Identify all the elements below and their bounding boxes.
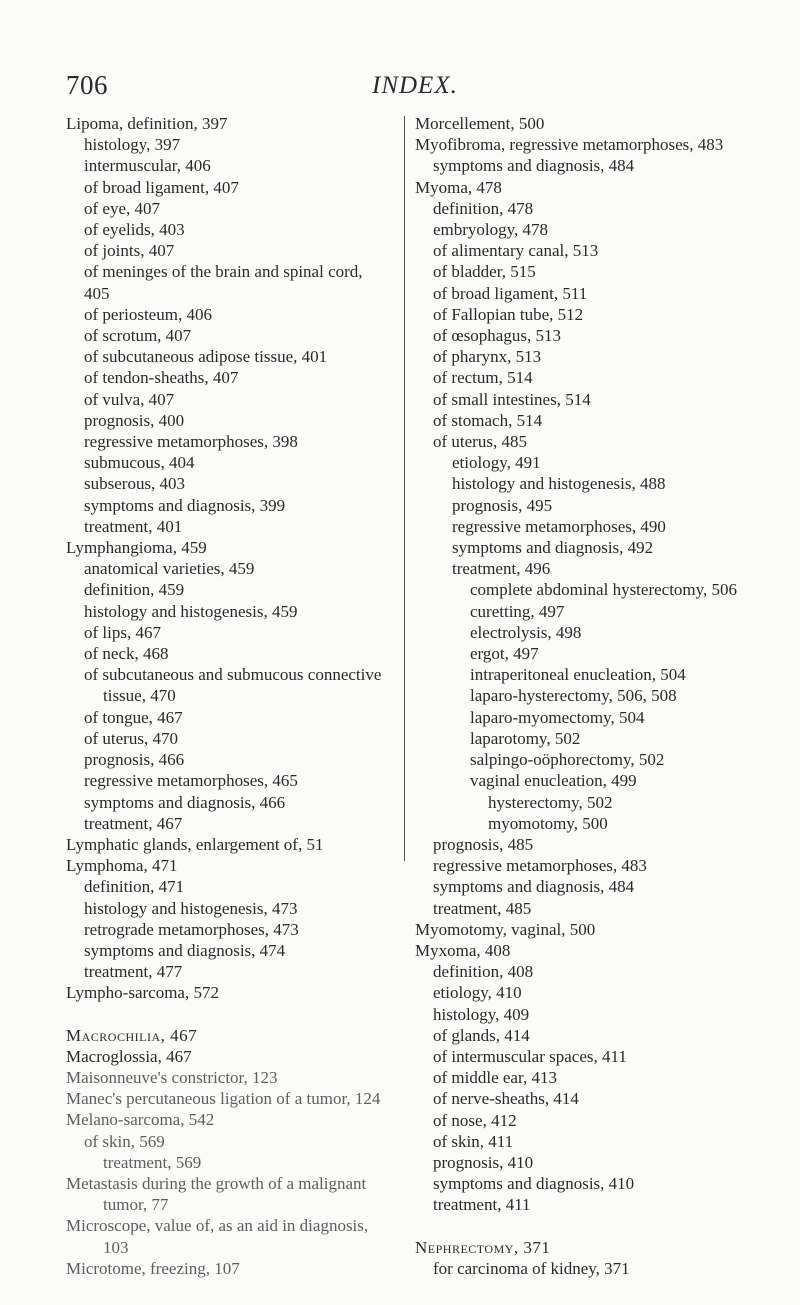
index-subentry: of meninges of the brain and spinal cord, xyxy=(84,262,363,282)
index-subentry: subserous, 403 xyxy=(84,474,186,494)
index-subentry: definition, 478 xyxy=(433,198,534,218)
index-subentry: of skin, 569 xyxy=(84,1131,165,1151)
index-subentry: of middle ear, 413 xyxy=(433,1068,557,1088)
index-subentry: retrograde metamorphoses, 473 xyxy=(84,919,299,939)
index-subentry: of nose, 412 xyxy=(433,1110,517,1130)
index-subentry: histology, 409 xyxy=(433,1004,530,1024)
index-entry: Maisonneuve's constrictor, 123 xyxy=(66,1067,278,1087)
index-entry: Myomotomy, vaginal, 500 xyxy=(415,919,596,939)
index-subentry: complete abdominal hysterectomy, 506 xyxy=(470,580,738,600)
index-subentry: symptoms and diagnosis, 399 xyxy=(84,495,286,515)
index-subentry: etiology, 491 xyxy=(452,453,541,473)
index-subentry: prognosis, 400 xyxy=(84,410,185,430)
index-subentry: of rectum, 514 xyxy=(433,368,533,388)
index-subentry: salpingo-oöphorectomy, 502 xyxy=(470,750,665,770)
index-subentry: of subcutaneous adipose tissue, 401 xyxy=(84,347,328,367)
index-subentry: of skin, 411 xyxy=(433,1131,514,1151)
index-subentry: of broad ligament, 511 xyxy=(433,283,588,303)
index-subentry: histology and histogenesis, 459 xyxy=(84,601,298,621)
index-subentry: histology, 397 xyxy=(84,135,181,155)
index-subentry: of intermuscular spaces, 411 xyxy=(433,1046,627,1066)
index-subentry: symptoms and diagnosis, 484 xyxy=(433,877,635,897)
index-subentry: intermuscular, 406 xyxy=(84,156,211,176)
index-subentry: of subcutaneous and submucous connective xyxy=(84,665,382,685)
index-subentry: definition, 471 xyxy=(84,877,185,897)
index-subentry: definition, 408 xyxy=(433,962,534,982)
index-subentry: symptoms and diagnosis, 484 xyxy=(433,156,635,176)
index-subentry: vaginal enucleation, 499 xyxy=(470,771,637,791)
index-subentry: of periosteum, 406 xyxy=(84,304,212,324)
index-subentry: anatomical varieties, 459 xyxy=(84,559,255,579)
page-header xyxy=(66,70,746,102)
index-entry: Myofibroma, regressive metamorphoses, 483 xyxy=(415,135,724,155)
index-subentry: of pharynx, 513 xyxy=(433,347,542,367)
index-entry: Macrochilia, 467 xyxy=(66,1025,198,1045)
index-subentry: intraperitoneal enucleation, 504 xyxy=(470,665,686,685)
index-subentry: histology and histogenesis, 473 xyxy=(84,898,298,918)
index-entry: Lymphangioma, 459 xyxy=(66,538,207,558)
index-subentry: regressive metamorphoses, 398 xyxy=(84,432,298,452)
index-subentry: laparotomy, 502 xyxy=(470,728,581,748)
index-subentry: of Fallopian tube, 512 xyxy=(433,304,584,324)
index-entry: Metastasis during the growth of a malignant xyxy=(66,1173,367,1193)
index-subentry: prognosis, 485 xyxy=(433,834,534,854)
index-subentry: prognosis, 410 xyxy=(433,1152,534,1172)
index-subentry: symptoms and diagnosis, 466 xyxy=(84,792,286,812)
index-subentry: hysterectomy, 502 xyxy=(488,792,613,812)
index-subentry: curetting, 497 xyxy=(470,601,565,621)
index-entry: Nephrectomy, 371 xyxy=(415,1237,551,1257)
index-subentry: of broad ligament, 407 xyxy=(84,177,239,197)
index-subentry: treatment, 496 xyxy=(452,559,551,579)
index-subentry: of œsophagus, 513 xyxy=(433,326,561,346)
index-subentry: treatment, 569 xyxy=(103,1152,202,1172)
index-subentry: regressive metamorphoses, 483 xyxy=(433,856,647,876)
index-subentry: of uterus, 470 xyxy=(84,728,178,748)
index-subentry: treatment, 411 xyxy=(433,1195,531,1215)
index-subentry: definition, 459 xyxy=(84,580,185,600)
index-subentry: symptoms and diagnosis, 492 xyxy=(452,538,654,558)
index-subentry: of stomach, 514 xyxy=(433,410,543,430)
index-entry: Microtome, freezing, 107 xyxy=(66,1258,240,1278)
index-subentry: of lips, 467 xyxy=(84,622,161,642)
index-entry: Microscope, value of, as an aid in diagnosis, xyxy=(66,1216,369,1236)
index-subentry: treatment, 467 xyxy=(84,813,183,833)
index-subentry: prognosis, 495 xyxy=(452,495,553,515)
index-subentry: myomotomy, 500 xyxy=(488,813,608,833)
index-entry: Manec's percutaneous ligation of a tumor, 124 xyxy=(66,1089,381,1109)
index-subentry: embryology, 478 xyxy=(433,220,549,240)
index-subentry: of tendon-sheaths, 407 xyxy=(84,368,239,388)
index-entry: Lipoma, definition, 397 xyxy=(66,114,228,133)
index-subentry: electrolysis, 498 xyxy=(470,622,582,642)
index-subentry: tumor, 77 xyxy=(103,1195,169,1215)
index-subentry: treatment, 401 xyxy=(84,516,183,536)
index-subentry: symptoms and diagnosis, 474 xyxy=(84,940,286,960)
index-subentry: histology and histogenesis, 488 xyxy=(452,474,666,494)
index-subentry: ergot, 497 xyxy=(470,644,539,664)
index-column-left xyxy=(66,113,396,1279)
index-entry: Morcellement, 500 xyxy=(415,114,545,133)
index-entry: Lymphatic glands, enlargement of, 51 xyxy=(66,834,324,854)
index-subentry: submucous, 404 xyxy=(84,453,195,473)
index-subentry: of vulva, 407 xyxy=(84,389,175,409)
index-subentry: for carcinoma of kidney, 371 xyxy=(433,1258,630,1278)
index-subentry: regressive metamorphoses, 490 xyxy=(452,516,666,536)
index-subentry: of eye, 407 xyxy=(84,198,161,218)
index-subentry: regressive metamorphoses, 465 xyxy=(84,771,298,791)
page-number: 706 xyxy=(66,70,108,100)
index-subentry: tissue, 470 xyxy=(103,686,176,706)
index-subentry: of eyelids, 403 xyxy=(84,220,185,240)
index-subentry: prognosis, 466 xyxy=(84,750,185,770)
index-entry: Myoma, 478 xyxy=(415,177,502,197)
index-entry: Melano-sarcoma, 542 xyxy=(66,1110,215,1130)
index-entry: Lympho-sarcoma, 572 xyxy=(66,983,219,1003)
index-subentry: of alimentary canal, 513 xyxy=(433,241,599,261)
index-subentry: laparo-myomectomy, 504 xyxy=(470,707,645,727)
index-subentry: of neck, 468 xyxy=(84,644,169,664)
index-subentry: symptoms and diagnosis, 410 xyxy=(433,1174,635,1194)
index-subentry: of glands, 414 xyxy=(433,1025,530,1045)
running-title: INDEX. xyxy=(372,72,458,99)
index-subentry: treatment, 477 xyxy=(84,962,183,982)
index-subentry: of small intestines, 514 xyxy=(433,389,591,409)
index-subentry: 405 xyxy=(84,283,110,303)
index-subentry: of joints, 407 xyxy=(84,241,175,261)
column-divider xyxy=(404,116,405,861)
index-entry: Lymphoma, 471 xyxy=(66,856,178,876)
index-entry: Macroglossia, 467 xyxy=(66,1046,192,1066)
index-subentry: of tongue, 467 xyxy=(84,707,183,727)
index-column-right xyxy=(415,113,751,1279)
index-subentry: of bladder, 515 xyxy=(433,262,536,282)
index-subentry: treatment, 485 xyxy=(433,898,532,918)
index-subentry: 103 xyxy=(103,1237,129,1257)
index-entry: Myxoma, 408 xyxy=(415,940,511,960)
index-subentry: of uterus, 485 xyxy=(433,432,527,452)
index-subentry: laparo-hysterectomy, 506, 508 xyxy=(470,686,677,706)
index-subentry: etiology, 410 xyxy=(433,983,522,1003)
index-subentry: of nerve-sheaths, 414 xyxy=(433,1089,579,1109)
index-subentry: of scrotum, 407 xyxy=(84,326,192,346)
